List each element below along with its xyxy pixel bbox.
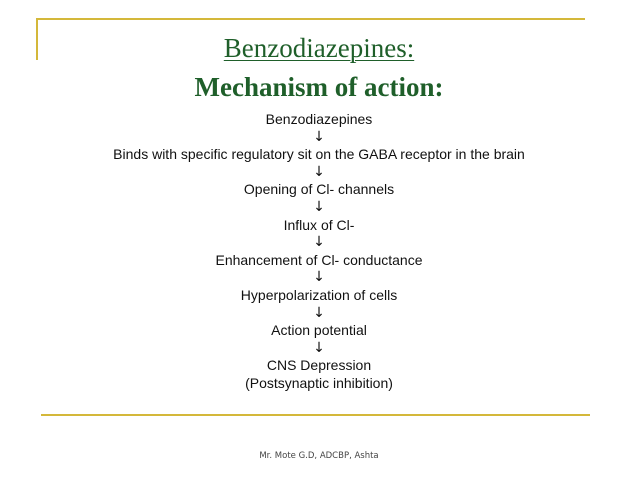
down-arrow-icon: ↓ [313, 339, 325, 356]
down-arrow-icon: ↓ [313, 234, 325, 251]
down-arrow-icon: ↓ [313, 198, 325, 215]
flow-step-chloride-influx: Influx of Cl- [283, 216, 355, 233]
slide-subtitle: Mechanism of action: [194, 72, 444, 102]
flow-step-binding: Binds with specific regulatory sit on the GABA receptor in the brain [113, 146, 525, 163]
flow-step-drug: Benzodiazepines [265, 111, 373, 127]
down-arrow-icon: ↓ [313, 128, 325, 145]
down-arrow-icon: ↓ [313, 163, 325, 180]
slide-title: Benzodiazepines: [223, 33, 415, 63]
frame-top-line [36, 18, 585, 20]
mechanism-flowchart [0, 111, 638, 393]
flow-step-postsynaptic-inhibition: (Postsynaptic inhibition) [245, 374, 393, 391]
flow-step-hyperpolarization: Hyperpolarization of cells [240, 286, 398, 303]
down-arrow-icon: ↓ [313, 304, 325, 321]
flow-step-cns-depression: CNS Depression [266, 357, 372, 374]
slide-footer: Mr. Mote G.D, ADCBP, Ashta [259, 451, 379, 461]
flow-step-action-potential: Action potential [271, 322, 367, 339]
flow-step-channel-opening: Opening of Cl- channels [243, 181, 395, 198]
down-arrow-icon: ↓ [313, 269, 325, 286]
flow-step-conductance: Enhancement of Cl- conductance [215, 251, 423, 268]
frame-bottom-line [41, 414, 590, 416]
